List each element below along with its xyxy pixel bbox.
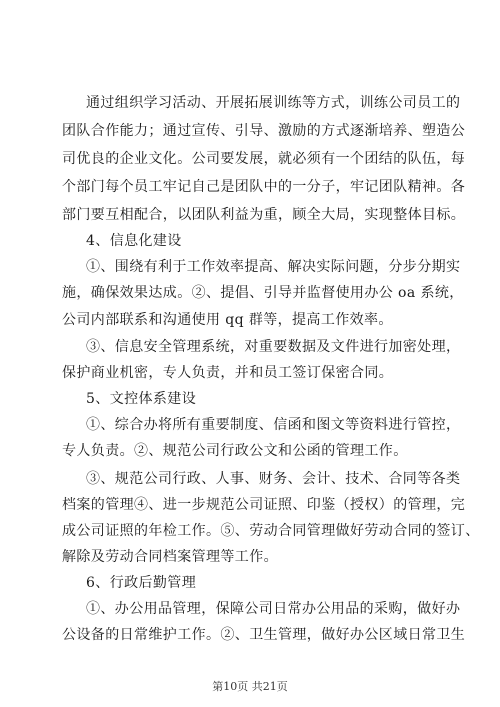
paragraph-line: ①、综合办将所有重要制度、信函和图文等资料进行管控， — [86, 417, 461, 433]
paragraph-line: 司优良的企业文化。公司要发展，就必须有一个团结的队伍，每 — [62, 151, 466, 167]
page-number: 第10页 共21页 — [212, 680, 288, 693]
paragraph-line: 团队合作能力；通过宣传、引导、激励的方式逐渐培养、塑造公 — [62, 123, 466, 139]
paragraph-line: ③、规范公司行政、人事、财务、会计、技术、合同等各类 — [86, 471, 461, 487]
paragraph-line: ①、围绕有利于工作效率提高、解决实际问题，分步分期实 — [86, 259, 461, 275]
paragraph-line: ③、信息安全管理系统，对重要数据及文件进行加密处理， — [86, 339, 461, 355]
paragraph-line: 通过组织学习活动、开展拓展训练等方式，训练公司员工的 — [86, 95, 461, 111]
paragraph-line: ①、办公用品管理，保障公司日常办公用品的采购，做好办 — [86, 601, 461, 617]
paragraph-line: 部门要互相配合，以团队利益为重，顾全大局，实现整体目标。 — [62, 207, 466, 223]
paragraph-line: 个部门每个员工牢记自己是团队中的一分子，牢记团队精神。各 — [62, 179, 466, 195]
paragraph-line: 施，确保效果达成。②、提倡、引导并监督使用办公 oa 系统， — [62, 285, 464, 301]
paragraph-line: 保护商业机密，专人负责，并和员工签订保密合同。 — [62, 365, 394, 381]
paragraph-line: 公设备的日常维护工作。②、卫生管理，做好办公区域日常卫生 — [62, 627, 466, 643]
section-heading: 4、信息化建设 — [86, 233, 182, 249]
section-heading: 6、行政后勤管理 — [86, 575, 197, 591]
section-heading: 5、文控体系建设 — [86, 391, 197, 407]
paragraph-line: 解除及劳动合同档案管理等工作。 — [62, 549, 278, 565]
paragraph-line: 公司内部联系和沟通使用 qq 群等，提高工作效率。 — [62, 312, 393, 328]
paragraph-line: 成公司证照的年检工作。⑤、劳动合同管理做好劳动合同的签订、 — [62, 523, 480, 539]
paragraph-line: 档案的管理④、进一步规范公司证照、印鉴（授权）的管理，完 — [62, 497, 466, 513]
paragraph-line: 专人负责。②、规范公司行政公文和公函的管理工作。 — [62, 443, 408, 459]
